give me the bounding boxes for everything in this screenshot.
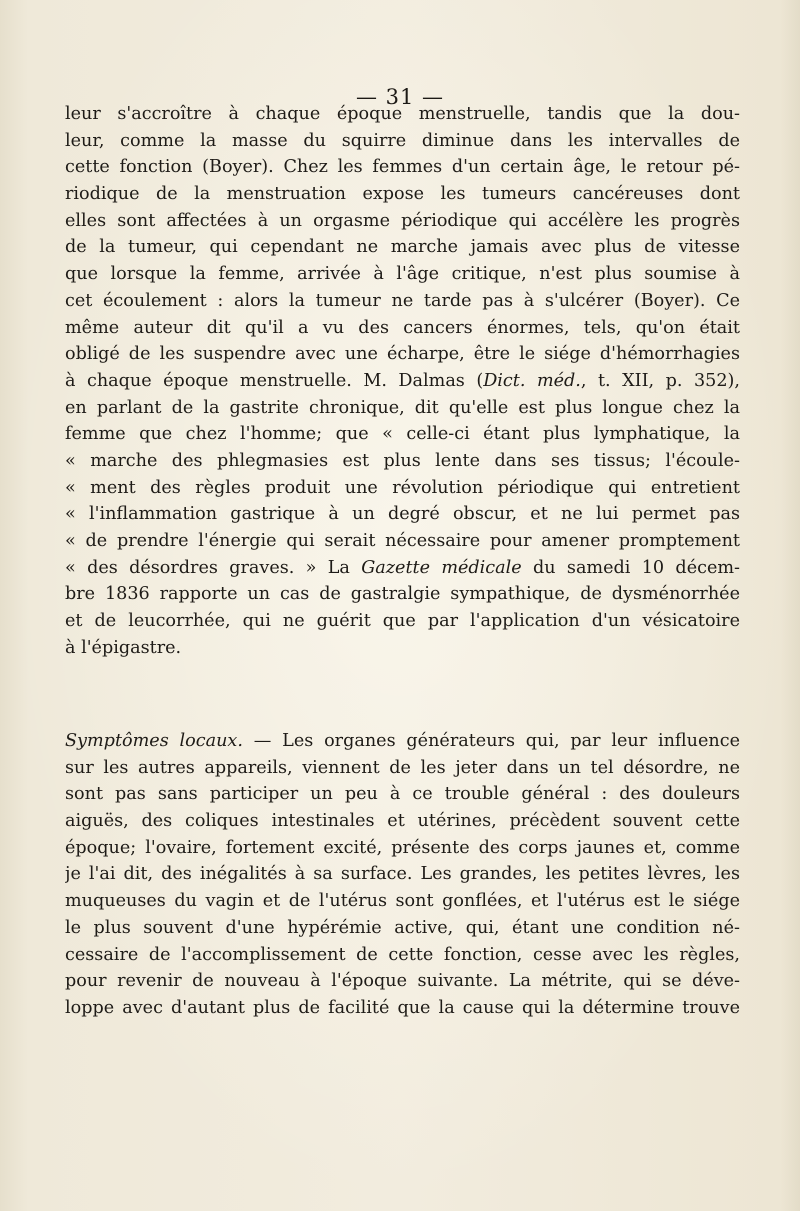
text-line: « de prendre l'énergie qui serait nécessaire pour amener promptement bbox=[65, 531, 740, 551]
text-line: cette fonction (Boyer). Chez les femmes d'un certain âge, le retour pé- bbox=[65, 157, 740, 178]
text-line: de la tumeur, qui cependant ne marche jamais avec plus de vitesse bbox=[65, 237, 740, 258]
text-line: et de leucorrhée, qui ne guérit que par l'application d'un vésicatoire bbox=[65, 611, 740, 632]
text-line: « marche des phlegmasies est plus lente dans ses tissus; l'écoule- bbox=[65, 450, 740, 471]
text-line: à l'épigastre. bbox=[65, 637, 182, 658]
text-line: leur, comme la masse du squirre diminue dans les intervalles de bbox=[65, 130, 740, 151]
text-line: loppe avec d'autant plus de facilité que la cause qui la détermine trouve bbox=[65, 997, 740, 1018]
text-line: que lorsque la femme, arrivée à l'âge critique, n'est plus soumise à bbox=[65, 264, 740, 285]
text-line: je l'ai dit, des inégalités à sa surface. Les grandes, les petites lèvres, les bbox=[65, 864, 740, 885]
text-line: « ment des règles produit une révolution périodique qui entretient bbox=[65, 477, 740, 498]
text-line: obligé de les suspendre avec une écharpe, être le siége d'hémorrhagies bbox=[65, 344, 740, 365]
text-line: cessaire de l'accomplissement de cette fonction, cesse avec les règles, bbox=[65, 944, 740, 965]
paragraph-2 bbox=[65, 728, 740, 1022]
text-line: cet écoulement : alors la tumeur ne tarde pas à s'ulcérer (Boyer). Ce bbox=[65, 290, 740, 311]
text-line: le plus souvent d'une hypérémie active, qui, étant une condition né- bbox=[65, 917, 740, 938]
paragraph-1 bbox=[65, 101, 740, 661]
page-number: — 31 — bbox=[355, 85, 445, 109]
text-line: leur s'accroître à chaque époque menstruelle, tandis que la dou- bbox=[65, 104, 740, 124]
text-line: sont pas sans participer un peu à ce trouble général : des douleurs bbox=[65, 784, 740, 805]
text-line: riodique de la menstruation expose les tumeurs cancéreuses dont bbox=[65, 184, 740, 205]
text-line: « l'inflammation gastrique à un degré obscur, et ne lui permet pas bbox=[65, 504, 740, 525]
text-line: bre 1836 rapporte un cas de gastralgie sympathique, de dysménorrhée bbox=[65, 584, 740, 605]
text-line: aiguës, des coliques intestinales et utérines, précèdent souvent cette bbox=[65, 811, 740, 832]
text-line: muqueuses du vagin et de l'utérus sont gonflées, et l'utérus est le siége bbox=[65, 891, 740, 912]
text-line: en parlant de la gastrite chronique, dit qu'elle est plus longue chez la bbox=[65, 397, 740, 418]
text-line: à chaque époque menstruelle. M. Dalmas (Dict. méd., t. XII, p. 352), bbox=[65, 370, 740, 391]
text-line: même auteur dit qu'il a vu des cancers énormes, tels, qu'on était bbox=[65, 317, 740, 338]
text-line: « des désordres graves. » La Gazette médicale du samedi 10 décem- bbox=[65, 557, 740, 578]
text-line: elles sont affectées à un orgasme périodique qui accélère les progrès bbox=[65, 210, 740, 231]
text-line: pour revenir de nouveau à l'époque suivante. La métrite, qui se déve- bbox=[65, 971, 740, 992]
text-line: femme que chez l'homme; que « celle-ci étant plus lymphatique, la bbox=[65, 424, 740, 445]
text-line: Symptômes locaux. — Les organes générateurs qui, par leur influence bbox=[65, 731, 740, 751]
text-line: sur les autres appareils, viennent de les jeter dans un tel désordre, ne bbox=[65, 757, 740, 778]
text-line: époque; l'ovaire, fortement excité, présente des corps jaunes et, comme bbox=[65, 837, 740, 858]
